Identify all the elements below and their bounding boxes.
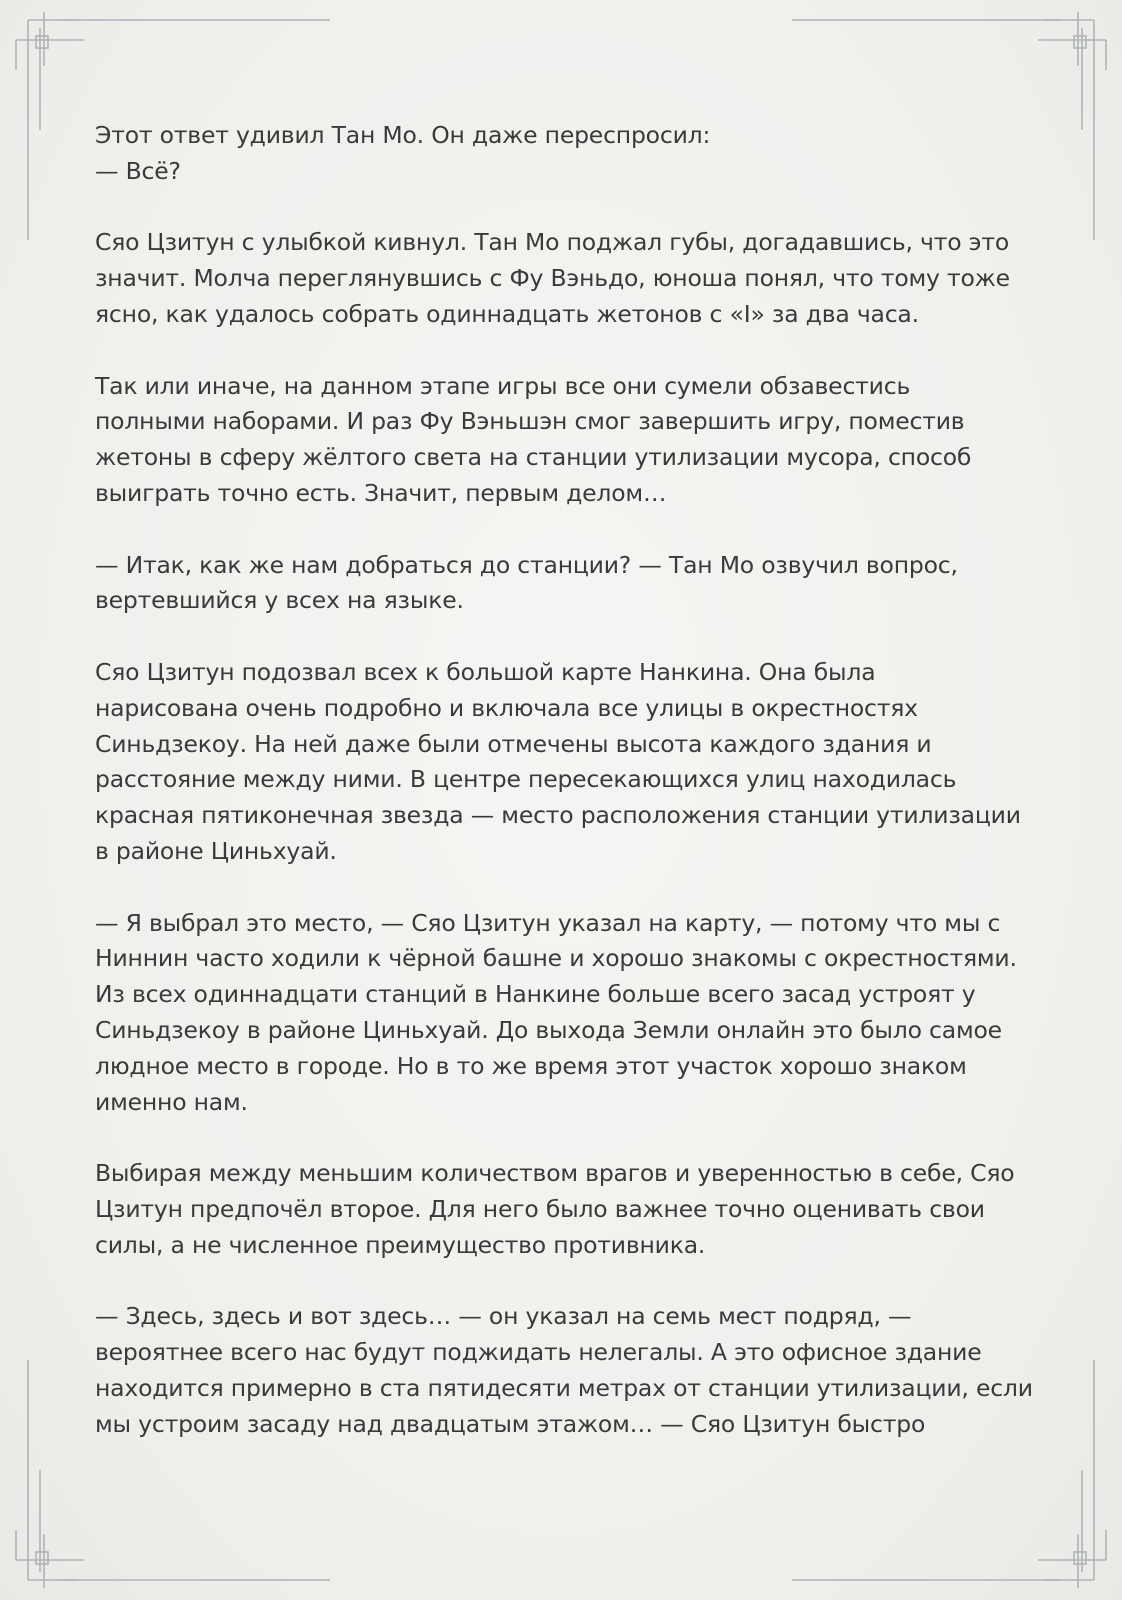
text-line: мы устроим засаду над двадцатым этажом… — Сяо Цзитун быстро (95, 1409, 926, 1438)
paragraph (95, 225, 1035, 332)
text-line: нарисована очень подробно и включала все улицы в окрестностях (95, 693, 918, 722)
text-line: вертевшийся у всех на языке. (95, 586, 464, 615)
text-line: вероятнее всего нас будут поджидать нелегалы. А это офисное здание (95, 1338, 982, 1367)
text-line: — Я выбрал это место, — Сяо Цзитун указал на карту, — потому что мы с (95, 908, 1001, 937)
text-line: именно нам. (95, 1087, 248, 1116)
paragraph (95, 369, 1035, 512)
paragraph (95, 118, 1035, 190)
text-line: Цзитун предпочёл второе. Для него было важнее точно оценивать свои (95, 1194, 985, 1223)
text-line: значит. Молча переглянувшись с Фу Вэньдо, юноша понял, что тому тоже (95, 264, 1010, 293)
text-line: расстояние между ними. В центре пересекающихся улиц находилась (95, 765, 957, 794)
text-line: — Итак, как же нам добраться до станции? — Тан Мо озвучил вопрос, (95, 550, 958, 579)
paragraph (95, 906, 1035, 1121)
text-line: силы, а не численное преимущество противника. (95, 1230, 706, 1259)
text-line: Выбирая между меньшим количеством врагов и уверенностью в себе, Сяо (95, 1159, 1015, 1188)
text-line: Из всех одиннадцати станций в Нанкине больше всего засад устроят у (95, 980, 976, 1009)
text-line: полными наборами. И раз Фу Вэньшэн смог завершить игру, поместив (95, 407, 965, 436)
text-line: Так или иначе, на данном этапе игры все они сумели обзавестись (95, 371, 911, 400)
text-line: — Всё? (95, 156, 181, 185)
text-line: Этот ответ удивил Тан Мо. Он даже переспросил: (95, 121, 711, 149)
paragraph (95, 548, 1035, 620)
paragraph (95, 655, 1035, 870)
paragraph (95, 1299, 1035, 1442)
paragraph (95, 1156, 1035, 1263)
text-line: красная пятиконечная звезда — место расположения станции утилизации (95, 801, 1021, 830)
text-line: — Здесь, здесь и вот здесь… — он указал на семь мест подряд, — (95, 1302, 912, 1331)
text-line: Ниннин часто ходили к чёрной башне и хорошо знакомы с окрестностями. (95, 944, 1017, 973)
text-line: людное место в городе. Но в то же время этот участок хорошо знаком (95, 1051, 967, 1080)
text-line: ясно, как удалось собрать одиннадцать жетонов с «I» за два часа. (95, 299, 919, 328)
body-text (95, 118, 1035, 1478)
text-line: Сяо Цзитун подозвал всех к большой карте Нанкина. Она была (95, 657, 876, 686)
text-line: Сяо Цзитун с улыбкой кивнул. Тан Мо поджал губы, догадавшись, что это (95, 228, 1010, 257)
text-line: в районе Циньхуай. (95, 836, 337, 865)
text-line: находится примерно в ста пятидесяти метрах от станции утилизации, если (95, 1373, 1033, 1402)
text-line: Синьдзекоу в районе Циньхуай. До выхода Земли онлайн это было самое (95, 1015, 1002, 1044)
text-line: жетоны в сферу жёлтого света на станции утилизации мусора, способ (95, 443, 972, 472)
text-line: Синьдзекоу. На ней даже были отмечены высота каждого здания и (95, 729, 932, 758)
text-line: выиграть точно есть. Значит, первым делом… (95, 478, 667, 507)
